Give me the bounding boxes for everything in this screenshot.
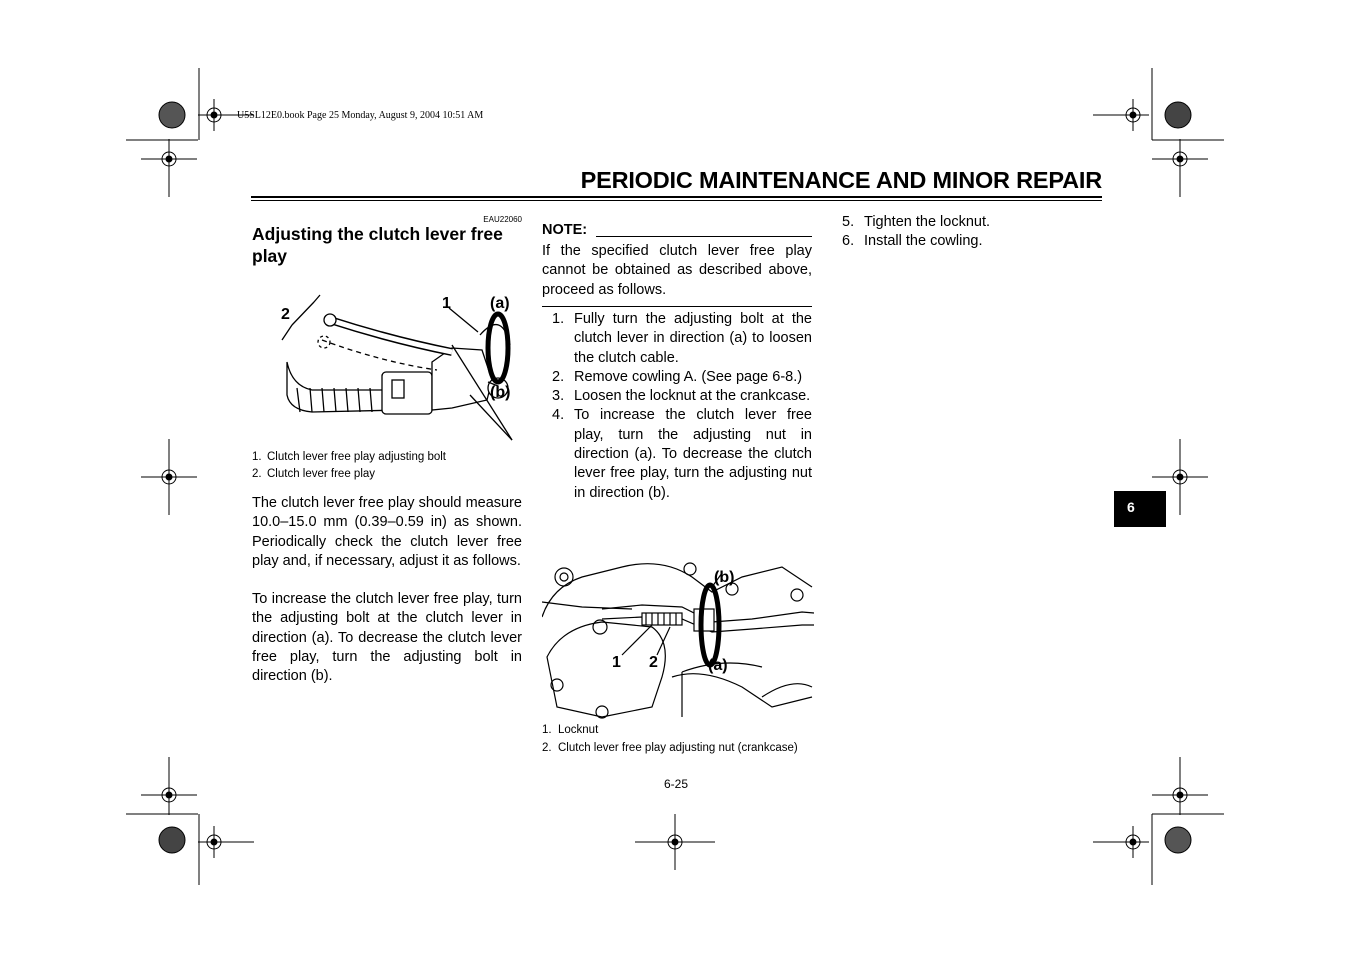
note-end-rule	[542, 306, 812, 307]
paragraph: To increase the clutch lever free play, turn the adjusting bolt at the clutch lever in direction (a). To decrease the clutch lever free play, turn the adjusting bolt in direction (b).	[252, 591, 522, 685]
section-code: EAU22060	[483, 215, 522, 224]
step-text: Loosen the locknut at the crankcase.	[574, 388, 811, 405]
chapter-tab-label: 6	[1127, 499, 1135, 515]
caption-text: Clutch lever free play	[267, 468, 376, 480]
callout-1: 1	[442, 295, 451, 312]
page-number: 6-25	[664, 777, 689, 791]
paragraph: The clutch lever free play should measure 10.0–15.0 mm (0.39–0.59 in) as shown. Periodically check the clutch lever free play and, if necessary, adjust it as follows.	[252, 495, 522, 569]
callout-b: (b)	[490, 384, 511, 401]
caption-text: Locknut	[558, 724, 599, 736]
chapter-title: PERIODIC MAINTENANCE AND MINOR REPAIR	[580, 167, 1102, 193]
caption-item	[542, 741, 812, 756]
caption-number: 2.	[542, 742, 552, 754]
chapter-tab	[1114, 491, 1166, 527]
section-heading: Adjusting the clutch lever free play	[252, 224, 503, 266]
caption-item	[252, 449, 522, 466]
caption-item	[252, 466, 522, 483]
crankcase-illustration	[542, 547, 814, 723]
caption-text: Clutch lever free play adjusting nut (crankcase)	[558, 742, 798, 754]
step-list-continued	[842, 213, 1102, 252]
callout-a: (a)	[708, 657, 728, 674]
figure1-captions	[252, 449, 522, 483]
step-item	[542, 310, 812, 368]
note-rule	[596, 236, 812, 237]
step-text: Fully turn the adjusting bolt at the clutch lever in direction (a) to loosen the clutch cable.	[574, 311, 812, 366]
callout-1: 1	[612, 654, 621, 671]
step-text: To increase the clutch lever free play, turn the adjusting nut in direction (a). To decrease the clutch lever free play, turn the adjusting nut in direction (b).	[574, 407, 812, 501]
note-label: NOTE:	[542, 222, 588, 238]
step-number: 6.	[842, 233, 855, 250]
step-number: 2.	[552, 368, 565, 385]
book-info: U5SL12E0.book Page 25 Monday, August 9, 2004 10:51 AM	[237, 110, 484, 121]
caption-number: 1.	[542, 724, 552, 736]
step-text: Tighten the locknut.	[864, 214, 991, 230]
step-item	[842, 232, 1102, 251]
figure2-captions	[542, 723, 812, 756]
callout-2: 2	[649, 654, 658, 671]
title-rule-thin	[251, 200, 1102, 201]
caption-number: 1.	[252, 451, 262, 463]
step-number: 4.	[552, 407, 565, 424]
step-list	[542, 310, 812, 503]
note-text: If the specified clutch lever free play cannot be obtained as described above, proceed as follows.	[542, 243, 812, 298]
caption-number: 2.	[252, 468, 262, 480]
step-number: 5.	[842, 214, 855, 230]
step-item	[842, 213, 1102, 232]
caption-text: Clutch lever free play adjusting bolt	[267, 451, 446, 463]
callout-2: 2	[281, 306, 290, 323]
clutch-lever-illustration	[252, 290, 527, 450]
step-item	[542, 387, 812, 406]
step-number: 1.	[552, 311, 565, 327]
step-item	[542, 368, 812, 387]
callout-a: (a)	[490, 295, 510, 312]
callout-b: (b)	[714, 569, 735, 586]
caption-item	[542, 723, 812, 738]
title-rule	[251, 196, 1102, 198]
step-item	[542, 406, 812, 502]
step-text: Remove cowling A. (See page 6-8.)	[574, 368, 803, 385]
step-text: Install the cowling.	[864, 233, 983, 250]
step-number: 3.	[552, 388, 565, 405]
